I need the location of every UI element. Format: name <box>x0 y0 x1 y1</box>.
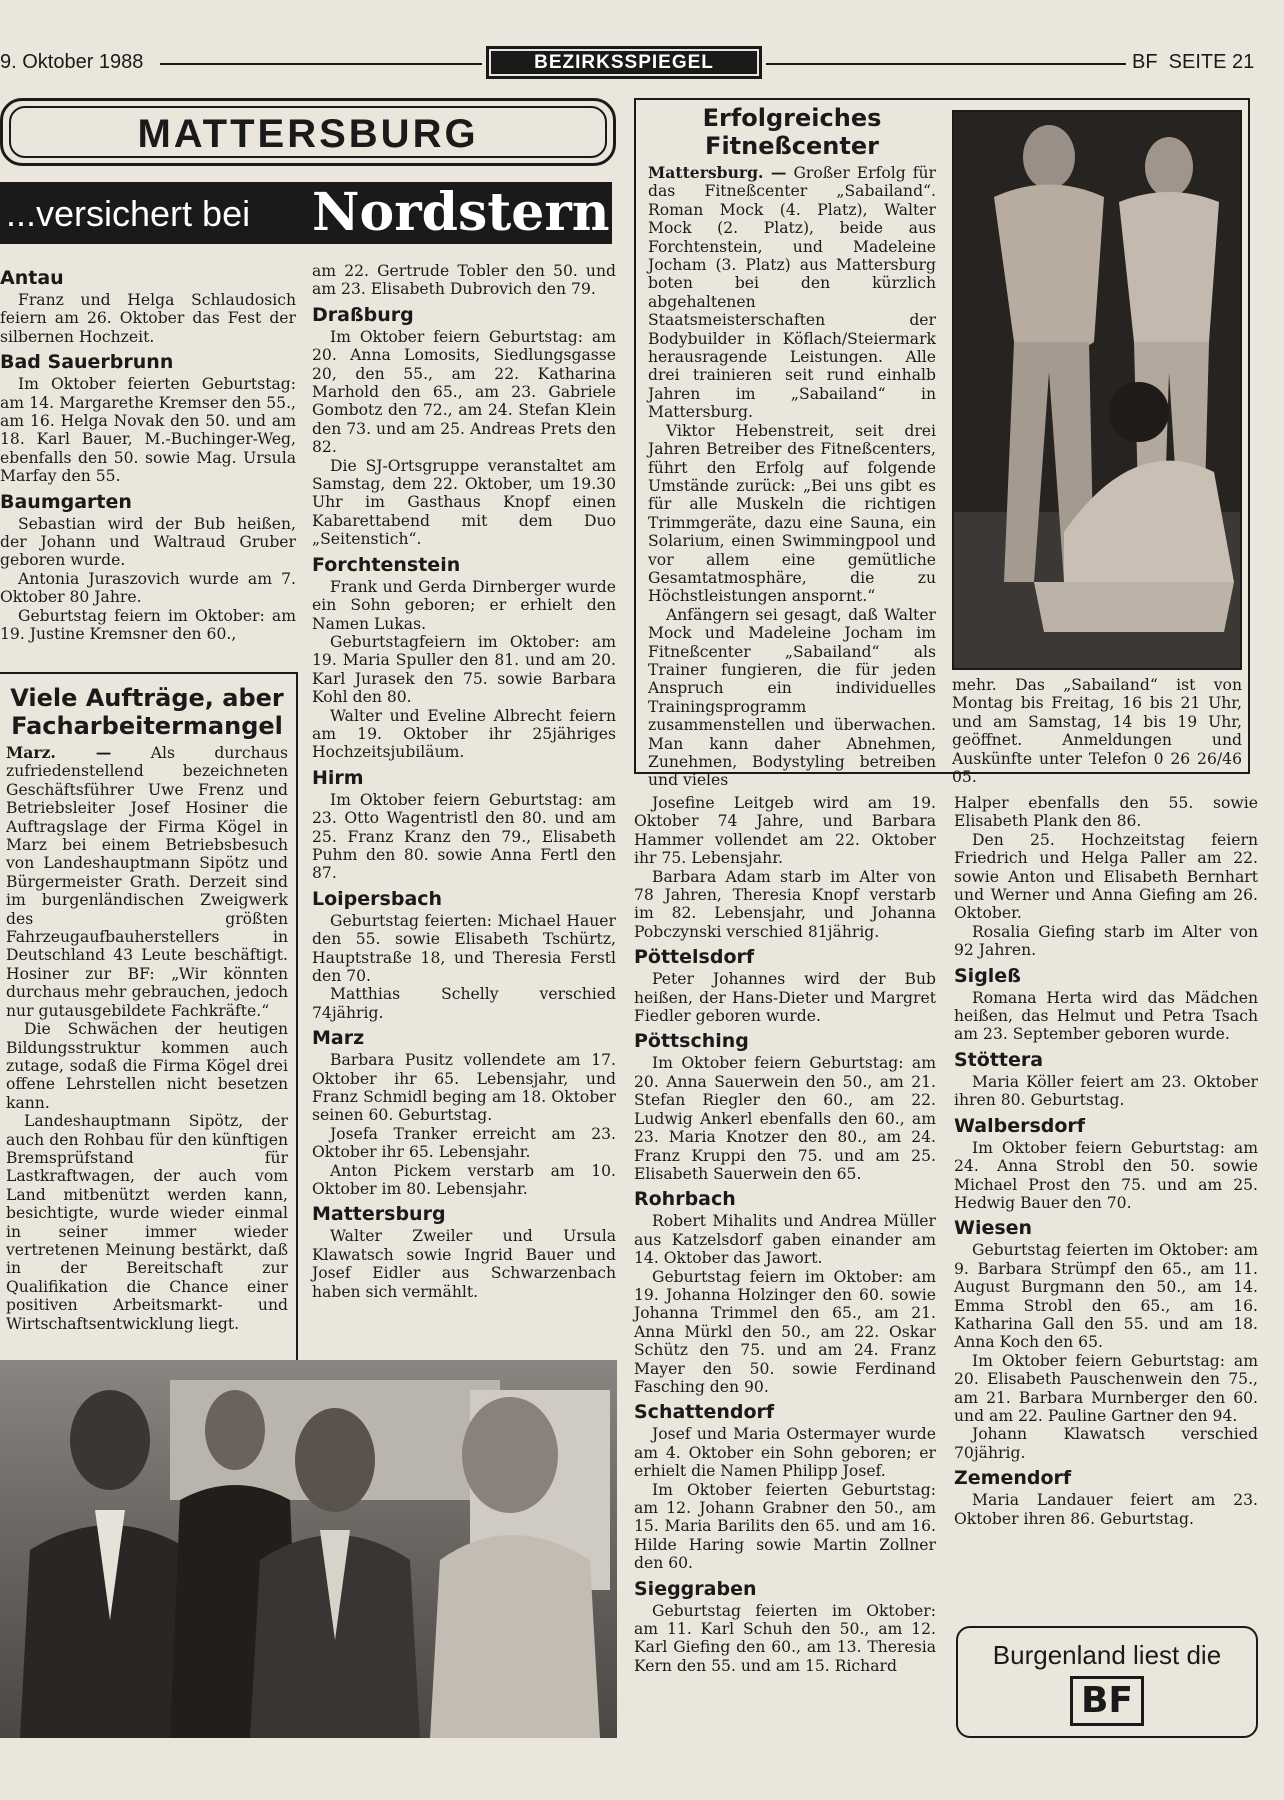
promo-box <box>956 1626 1258 1738</box>
para: Anfängern sei gesagt, daß Walter Mock und Madeleine Jocham im Fitneßcenter „Sabailand“ als Trainer fungieren, die für jeden Anspruch ein individuelles Trainingsprogramm zusammenstellen und überwachen. Man kann daher Abnehmen, Zunehmen, Bodystyling betreiben und vieles <box>648 605 936 790</box>
para: Josef und Maria Ostermayer wurde am 4. Oktober ein Sohn geboren; er erhielt die Namen Philipp Josef. <box>634 1425 936 1481</box>
article-right-title: Erfolgreiches Fitneßcenter <box>702 104 882 160</box>
para: Halper ebenfalls den 55. sowie Elisabeth Plank den 86. <box>954 794 1258 831</box>
para: Josefa Tranker erreicht am 23. Oktober ihr 65. Lebensjahr. <box>312 1124 616 1162</box>
para: Frank und Gerda Dirnberger wurde ein Sohn geboren; er erhielt den Namen Lukas. <box>312 577 616 633</box>
para: Maria Köller feiert am 23. Oktober ihren 80. Geburtstag. <box>954 1072 1258 1110</box>
para: Im Oktober feierten Geburtstag: am 14. Margarethe Kremser den 55., am 16. Helga Novak den 50. und am 18. Karl Bauer, M.-Buchinger-Weg, ebenfalls den 50. sowie Mag. Ursula Marfay den 55. <box>0 375 296 486</box>
heading-sieggraben: Sieggraben <box>634 1577 757 1600</box>
heading-stoettera: Stöttera <box>954 1048 1044 1071</box>
heading-schattendorf: Schattendorf <box>634 1401 775 1424</box>
para: Maria Landauer feiert am 23. Oktober ihren 86. Geburtstag. <box>954 1491 1258 1528</box>
heading-loipersbach: Loipersbach <box>312 887 443 910</box>
section-label <box>486 46 762 79</box>
bodybuilders-photo-icon <box>954 112 1242 670</box>
photo-group-of-men <box>0 1360 617 1738</box>
article-left-dateline: Marz. — <box>6 743 112 762</box>
heading-hirm: Hirm <box>312 766 364 789</box>
photo-bodybuilders <box>952 110 1242 670</box>
heading-poettsching: Pöttsching <box>634 1030 749 1053</box>
para: Anton Pickem verstarb am 10. Oktober im 80. Lebensjahr. <box>312 1161 616 1199</box>
column-2 <box>312 262 616 1301</box>
para: Geburtstag feiern im Oktober: am 19. Justine Kremsner den 60., <box>0 606 296 644</box>
para: Barbara Adam starb im Alter von 78 Jahren, Theresia Knopf verstarb im 82. Lebensjahr, und Johanna Pobczynski verschied 81jährig. <box>634 867 936 941</box>
article-left-title: Viele Aufträge, aber Facharbeitermangel <box>10 684 284 740</box>
para: Geburtstag feiern im Oktober: am 19. Johanna Holzinger den 60. sowie Johanna Trimmel den 65., am 21. Anna Mürkl den 50., am 22. Oskar Schütz den 75. und am 24. Franz Mayer den 50. sowie Ferdinand Fasching den 90. <box>634 1267 936 1396</box>
para: Die Schwächen der heutigen Bildungsstruktur kommen auch zutage, sodaß die Firma Kögel drei offene Lehrstellen nicht besetzen kann. <box>6 1020 288 1112</box>
para: Im Oktober feiern Geburtstag: am 20. Anna Lomosits, Siedlungsgasse 20, den 55., am 22. Katharina Marhold den 65., am 23. Gabriele Gombotz den 72., am 24. Stefan Klein den 73. und am 25. Andreas Prets den 82. <box>312 327 616 457</box>
heading-bad-sauerbrunn: Bad Sauerbrunn <box>0 351 174 374</box>
header-rule-left <box>160 63 482 65</box>
article-right-lead <box>648 164 936 422</box>
heading-walbersdorf: Walbersdorf <box>954 1114 1086 1137</box>
para: Barbara Pusitz vollendete am 17. Oktober ihr 65. Lebensjahr, und Franz Schmidl beging am 18. Oktober seinen 60. Geburtstag. <box>312 1051 616 1125</box>
para: Rosalia Giefing starb im Alter von 92 Jahren. <box>954 922 1258 960</box>
article-left-lead <box>6 744 288 1020</box>
header-date: 9. Oktober 1988 <box>0 51 144 73</box>
para: Im Oktober feiern Geburtstag: am 20. Elisabeth Pauschenwein den 75., am 21. Barbara Murnberger den 60. und am 22. Pauline Gartner den 94. <box>954 1351 1258 1425</box>
para: Peter Johannes wird der Bub heißen, der Hans-Dieter und Margret Fiedler geboren wurde. <box>634 970 936 1026</box>
nordstern-ad <box>0 182 612 244</box>
column-3 <box>634 794 936 1675</box>
para: am 22. Gertrude Tobler den 50. und am 23. Elisabeth Dubrovich den 79. <box>312 262 616 299</box>
para: Geburtstag feierten: Michael Hauer den 55. sowie Elisabeth Tschürtz, Hauptstraße 18, und Theresia Ferstl den 70. <box>312 911 616 985</box>
mattersburg-title: MATTERSBURG <box>137 112 479 156</box>
para: Im Oktober feiern Geburtstag: am 24. Anna Strobl den 50. sowie Michael Prost den 75. und am 25. Hedwig Bauer den 70. <box>954 1138 1258 1212</box>
heading-marz: Marz <box>312 1027 365 1050</box>
heading-zemendorf: Zemendorf <box>954 1467 1072 1490</box>
heading-poettelsdorf: Pöttelsdorf <box>634 946 755 969</box>
heading-wiesen: Wiesen <box>954 1217 1033 1240</box>
header-rule-right <box>766 63 1126 65</box>
para: Die SJ-Ortsgruppe veranstaltet am Samstag, dem 22. Oktober, um 19.30 Uhr im Gasthaus Knopf einen Kabarettabend mit dem Duo „Seitenstich“. <box>312 456 616 549</box>
para: Matthias Schelly verschied 74jährig. <box>312 985 616 1022</box>
heading-forchtenstein: Forchtenstein <box>312 553 461 576</box>
section-label-inner: BEZIRKSSPIEGEL <box>491 51 757 74</box>
article-left-p1: Als durchaus zufriedenstellend bezeichneten Geschäftsführer Uwe Frenz und Betriebsleiter Josef Hosiner die Auftragslage der Firma Kögel in Marz bei einem Betriebsbesuch von Landeshauptmann Sipötz und Bürgermeister Grath. Derzeit sind im burgenländischen Zweigwerk des größten Fahrzeugaufbauherstellers in Deutschland 43 Leute beschäftigt. Hosiner zur BF: „Wir könnten durchaus mehr gebrauchen, jedoch nur gutausgebildete Fachkräfte.“ <box>6 744 288 1020</box>
mattersburg-title-box <box>0 98 616 166</box>
para: Antonia Juraszovich wurde am 7. Oktober 80 Jahre. <box>0 569 296 607</box>
para: Sebastian wird der Bub heißen, der Johann und Waltraud Gruber geboren wurde. <box>0 514 296 570</box>
column-1 <box>0 262 296 644</box>
article-left <box>6 684 288 1333</box>
nordstern-ad-brand: Nordstern <box>312 182 610 243</box>
para: Im Oktober feiern Geburtstag: am 20. Anna Sauerwein den 50., am 21. Stefan Riegler den 60., am 22. Ludwig Ankerl ebenfalls den 60., am 23. Maria Knotzer den 80., am 24. Franz Kruppi den 75. und am 25. Elisabeth Sauerwein den 65. <box>634 1054 936 1183</box>
para: Robert Mihalits und Andrea Müller aus Katzelsdorf gaben einander am 14. Oktober das Jawort. <box>634 1212 936 1268</box>
heading-sigless: Sigleß <box>954 964 1021 987</box>
heading-drassburg: Draßburg <box>312 303 414 326</box>
promo-text: Burgenland liest die <box>992 1640 1222 1670</box>
para: Geburtstag feierten im Oktober: am 11. Karl Schuh den 50., am 12. Karl Giefing den 60., am 13. Theresia Kern den 55. und am 15. Richard <box>634 1601 936 1675</box>
nordstern-ad-prefix: ...versichert bei <box>6 193 251 234</box>
article-right-text-cont <box>952 676 1242 786</box>
para: mehr. Das „Sabailand“ ist von Montag bis Freitag, 16 bis 21 Uhr, und am Samstag, 14 bis 19 Uhr, geöffnet. Anmeldungen und Auskünfte unter Telefon 0 26 26/46 05. <box>952 676 1242 787</box>
article-right-p1: Großer Erfolg für das Fitneßcenter „Sabailand“. Roman Mock (4. Platz), Walter Mock (2. Platz), beide aus Forchtenstein, und Madeleine Jocham (3. Platz) aus Mattersburg boten bei den kürzlich abgehaltenen Staatsmeisterschaften der Bodybuilder in Köflach/Steiermark herausragende Leistungen. Alle drei trainieren seit rund einhalb Jahren im „Sabailand“ in Mattersburg. <box>648 164 936 422</box>
para: Im Oktober feierten Geburtstag: am 12. Johann Grabner den 50., am 15. Maria Barilits den 65. und am 16. Hilde Haring sowie Martin Zollner den 60. <box>634 1480 936 1573</box>
para: Walter und Eveline Albrecht feiern am 19. Oktober ihr 25jähriges Hochzeitsjubiläum. <box>312 706 616 762</box>
column-4 <box>954 794 1258 1528</box>
para: Geburtstagfeiern im Oktober: am 19. Maria Spuller den 81. und am 20. Karl Jurasek den 75. sowie Barbara Kohl den 80. <box>312 632 616 707</box>
heading-antau: Antau <box>0 267 64 289</box>
para: Johann Klawatsch verschied 70jährig. <box>954 1425 1258 1462</box>
para: Den 25. Hochzeitstag feiern Friedrich und Helga Paller am 22. sowie Anton und Elisabeth Bernhart und Werner und Anna Giefing am 26. Oktober. <box>954 830 1258 923</box>
article-right-dateline: Mattersburg. — <box>648 163 787 182</box>
heading-baumgarten: Baumgarten <box>0 490 132 513</box>
header-page-number: BF SEITE 21 <box>1132 51 1255 73</box>
para: Im Oktober feiern Geburtstag: am 23. Otto Wagentristl den 80. und am 25. Franz Kranz den 79., Elisabeth Puhm den 80. sowie Anna Fertl den 87. <box>312 790 616 883</box>
promo-logo: BF <box>1070 1676 1144 1726</box>
article-right-text <box>648 104 936 790</box>
group-of-men-photo-icon <box>0 1360 617 1738</box>
heading-rohrbach: Rohrbach <box>634 1188 736 1211</box>
para: Romana Herta wird das Mädchen heißen, das Helmut und Petra Tsach am 23. September geboren wurde. <box>954 988 1258 1044</box>
para: Geburtstag feierten im Oktober: am 9. Barbara Strümpf den 65., am 11. August Burgmann den 50., am 14. Emma Strobl den 65., am 16. Katharina Gall den 55. und am 18. Anna Koch den 65. <box>954 1241 1258 1352</box>
para: Josefine Leitgeb wird am 19. Oktober 74 Jahre, und Barbara Hammer vollendet am 22. Oktober ihr 75. Lebensjahr. <box>634 794 936 868</box>
para: Walter Zweiler und Ursula Klawatsch sowie Ingrid Bauer und Josef Eidler aus Schwarzenbach haben sich vermählt. <box>312 1227 616 1301</box>
para: Landeshauptmann Sipötz, der auch den Rohbau für den künftigen Bremsprüfstand für Lastkraftwagen, der auch vom Land mitbenützt werden kann, besichtigte, wurde wieder einmal in seiner immer wieder vertretenen Meinung bestärkt, daß in der Bereitschaft zur Qualifikation die Chance einer positiven Arbeitsmarkt- und Wirtschaftsentwicklung liegt. <box>6 1112 288 1333</box>
heading-mattersburg: Mattersburg <box>312 1203 446 1226</box>
para: Franz und Helga Schlaudosich feiern am 26. Oktober das Fest der silbernen Hochzeit. <box>0 291 296 346</box>
para: Viktor Hebenstreit, seit drei Jahren Betreiber des Fitneßcenters, führt den Erfolg auf folgende Umstände zurück: „Bei uns gibt es für alle Muskeln die richtigen Trimmgeräte, dazu eine Sauna, ein Solarium, einen Swimmingpool und vor allem eine gemütliche Gesamtatmosphäre, die zu Höchstleistungen anspornt.“ <box>648 421 936 606</box>
